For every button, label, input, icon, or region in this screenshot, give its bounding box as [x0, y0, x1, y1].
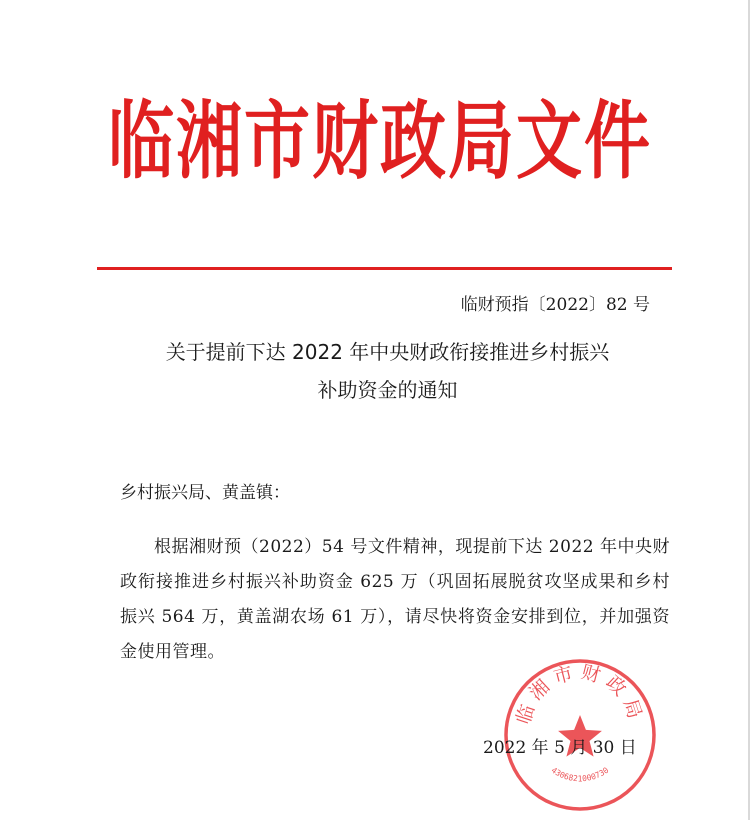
document-header-title: 临湘市财政局文件: [108, 92, 652, 192]
body-paragraph: 根据湘财预（2022）54 号文件精神，现提前下达 2022 年中央财政衔接推进乡村振兴补助资金 625 万（巩固拓展脱贫攻坚成果和乡村振兴 564 万，黄盖湖农场 61 万），请尽快将资金安排到位，并加强资金使用管理。: [120, 537, 670, 662]
document-title-line-2: 补助资金的通知: [317, 378, 458, 402]
addressee: 乡村振兴局、黄盖镇：: [120, 483, 290, 503]
document-number: 临财预指〔2022〕82 号: [460, 295, 650, 315]
seal-code: 4306821000730: [549, 765, 611, 784]
seal-text: 临湘市财政局: [512, 660, 648, 727]
document-title: [100, 333, 675, 409]
document-date: 2022 年 5 月 30 日: [483, 738, 637, 758]
red-divider-rule: [97, 267, 672, 270]
document-title-line-1: 关于提前下达 2022 年中央财政衔接推进乡村振兴: [165, 340, 610, 364]
